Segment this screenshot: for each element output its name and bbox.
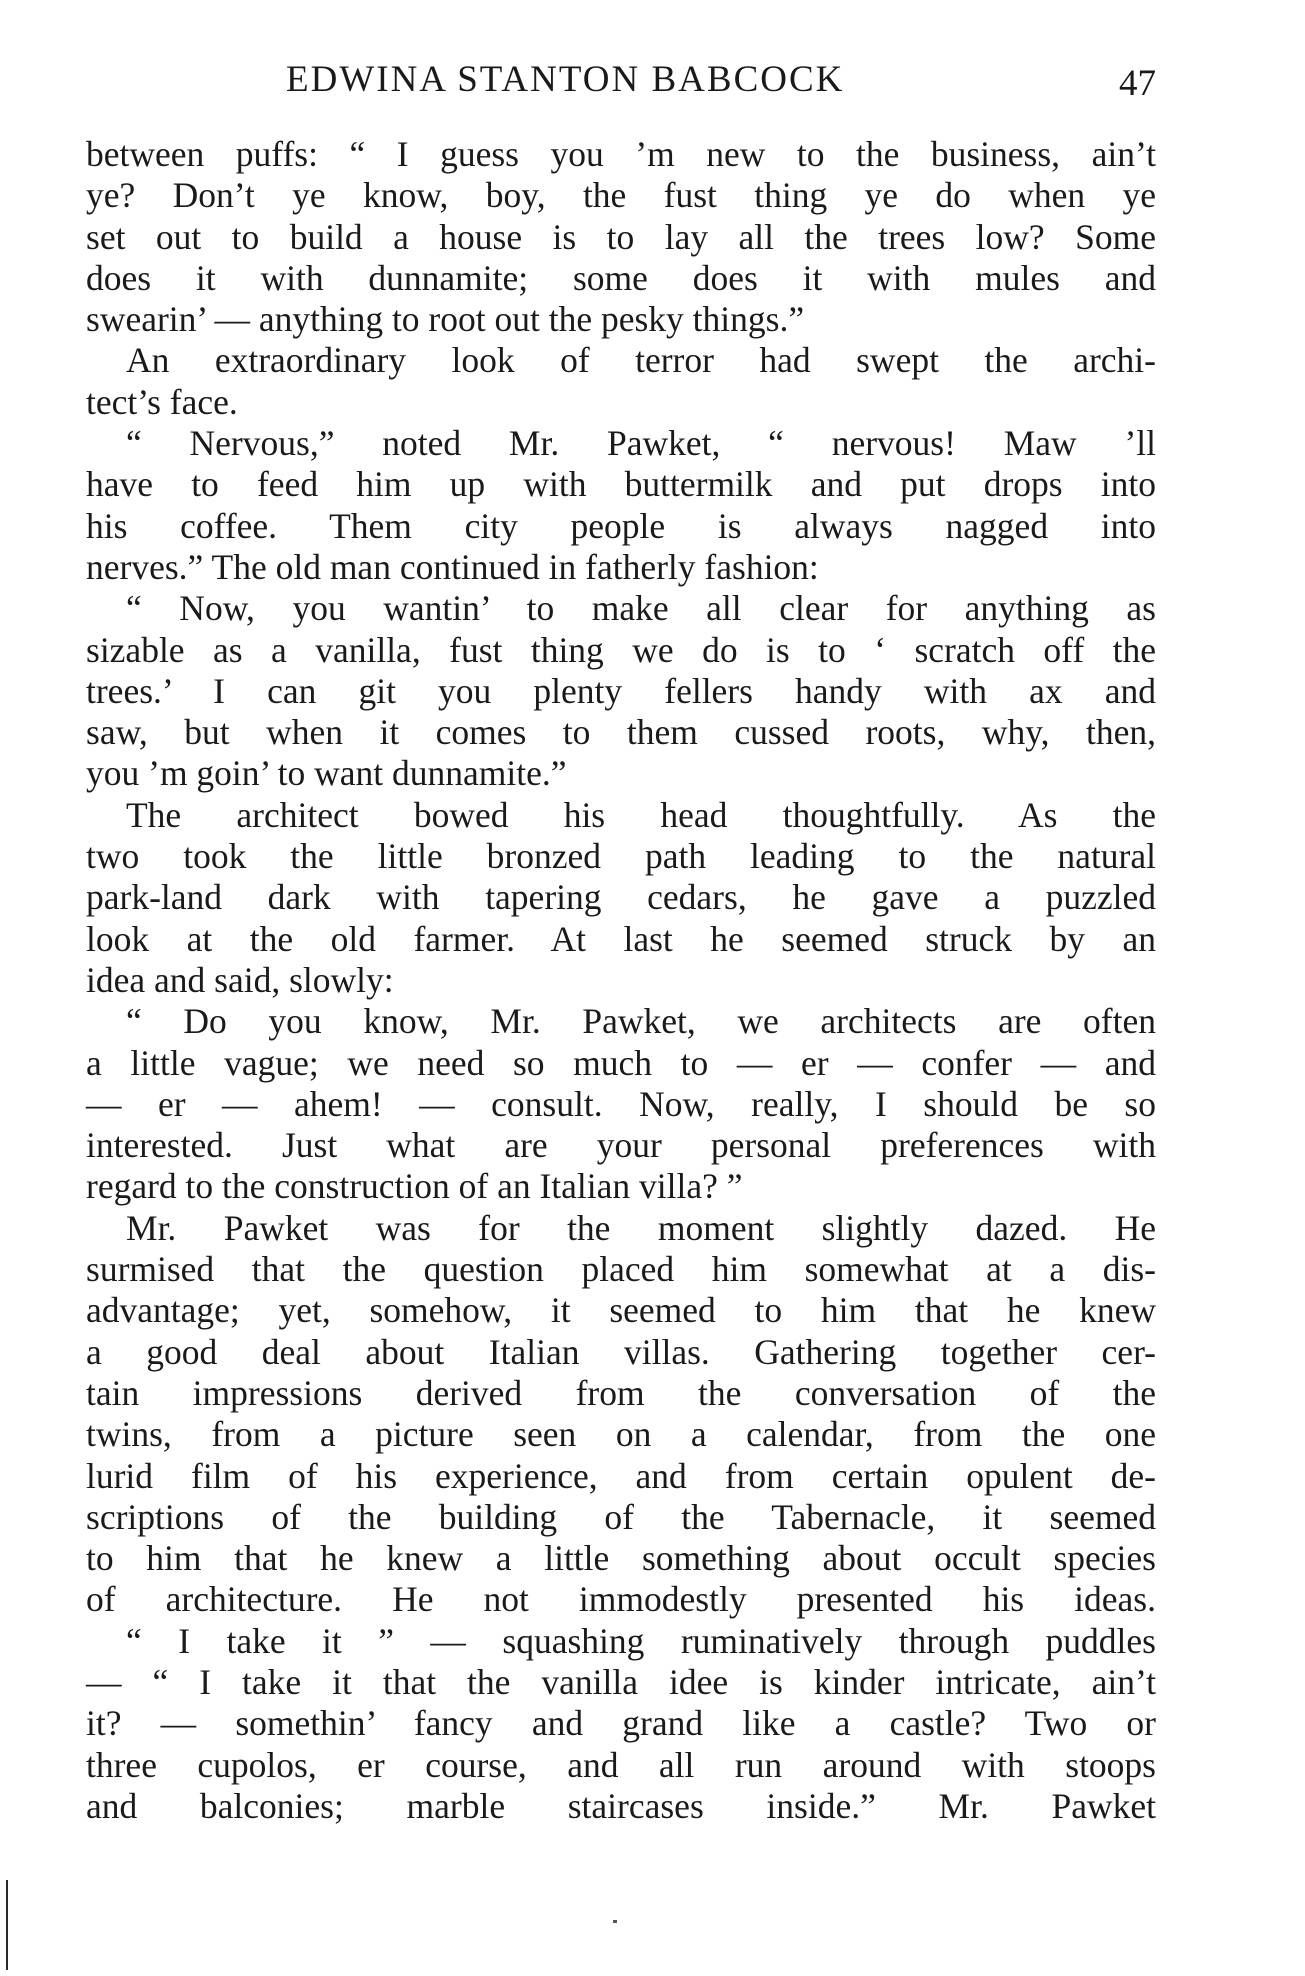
text-line: — er — ahem! — consult. Now, really, I should be so — [86, 1083, 1156, 1124]
text-line: a little vague; we need so much to — er — confer — and — [86, 1042, 1156, 1083]
text-line: his coffee. Them city people is always nagged into — [86, 505, 1156, 546]
text-line: interested. Just what are your personal preferences with — [86, 1125, 1156, 1166]
text-line: surmised that the question placed him somewhat at a dis- — [86, 1249, 1156, 1290]
text-line: “ I take it ” — squashing ruminatively through puddles — [126, 1620, 1156, 1661]
text-line: “ Now, you wantin’ to make all clear for anything as — [126, 588, 1156, 629]
scan-speck — [613, 1920, 617, 1923]
page-header — [86, 58, 1156, 108]
running-head: EDWINA STANTON BABCOCK — [286, 59, 845, 100]
text-line: swearin’ — anything to root out the pesky things.” — [86, 299, 805, 340]
text-line: trees.’ I can git you plenty fellers handy with ax and — [86, 670, 1156, 711]
text-line: advantage; yet, somehow, it seemed to him that he knew — [86, 1290, 1156, 1331]
text-line: you ’m goin’ to want dunnamite.” — [86, 753, 567, 794]
text-line: tain impressions derived from the conversation of the — [86, 1372, 1156, 1413]
text-line: two took the little bronzed path leading to the natural — [86, 836, 1156, 877]
text-line: have to feed him up with buttermilk and put drops into — [86, 464, 1156, 505]
text-line: tect’s face. — [86, 381, 238, 422]
text-line: a good deal about Italian villas. Gathering together cer- — [86, 1331, 1156, 1372]
text-line: and balconies; marble staircases inside.” Mr. Pawket — [86, 1785, 1156, 1826]
text-line: ye? Don’t ye know, boy, the fust thing ye do when ye — [86, 175, 1156, 216]
text-line: “ Do you know, Mr. Pawket, we architects are often — [126, 1001, 1156, 1042]
text-line: Mr. Pawket was for the moment slightly dazed. He — [126, 1207, 1156, 1248]
scan-margin-line — [6, 1880, 8, 1970]
text-line: sizable as a vanilla, fust thing we do is to ‘ scratch off the — [86, 629, 1156, 670]
text-line: set out to build a house is to lay all the trees low? Some — [86, 216, 1156, 257]
text-line: between puffs: “ I guess you ’m new to the business, ain’t — [86, 134, 1156, 174]
text-line: saw, but when it comes to them cussed roots, why, then, — [86, 712, 1156, 753]
text-line: nerves.” The old man continued in fatherly fashion: — [86, 546, 819, 587]
text-line: does it with dunnamite; some does it with mules and — [86, 257, 1156, 298]
text-line: idea and said, slowly: — [86, 959, 394, 1000]
text-line: “ Nervous,” noted Mr. Pawket, “ nervous! Maw ’ll — [126, 423, 1156, 464]
page-number: 47 — [1119, 63, 1156, 104]
text-line: to him that he knew a little something about occult species — [86, 1538, 1156, 1579]
text-line: of architecture. He not immodestly presented his ideas. — [86, 1579, 1156, 1620]
text-line: scriptions of the building of the Tabernacle, it seemed — [86, 1496, 1156, 1537]
text-line: An extraordinary look of terror had swept the archi- — [126, 340, 1156, 381]
text-line: twins, from a picture seen on a calendar, from the one — [86, 1414, 1156, 1455]
text-line: three cupolos, er course, and all run around with stoops — [86, 1744, 1156, 1785]
text-line: it? — somethin’ fancy and grand like a castle? Two or — [86, 1703, 1156, 1744]
text-line: park-land dark with tapering cedars, he gave a puzzled — [86, 877, 1156, 918]
text-line: — “ I take it that the vanilla idee is kinder intricate, ain’t — [86, 1661, 1156, 1702]
text-line: lurid film of his experience, and from certain opulent de- — [86, 1455, 1156, 1496]
text-line: The architect bowed his head thoughtfully. As the — [126, 794, 1156, 835]
text-line: regard to the construction of an Italian villa? ” — [86, 1166, 743, 1207]
body-text — [86, 134, 1156, 1827]
text-line: look at the old farmer. At last he seemed struck by an — [86, 918, 1156, 959]
